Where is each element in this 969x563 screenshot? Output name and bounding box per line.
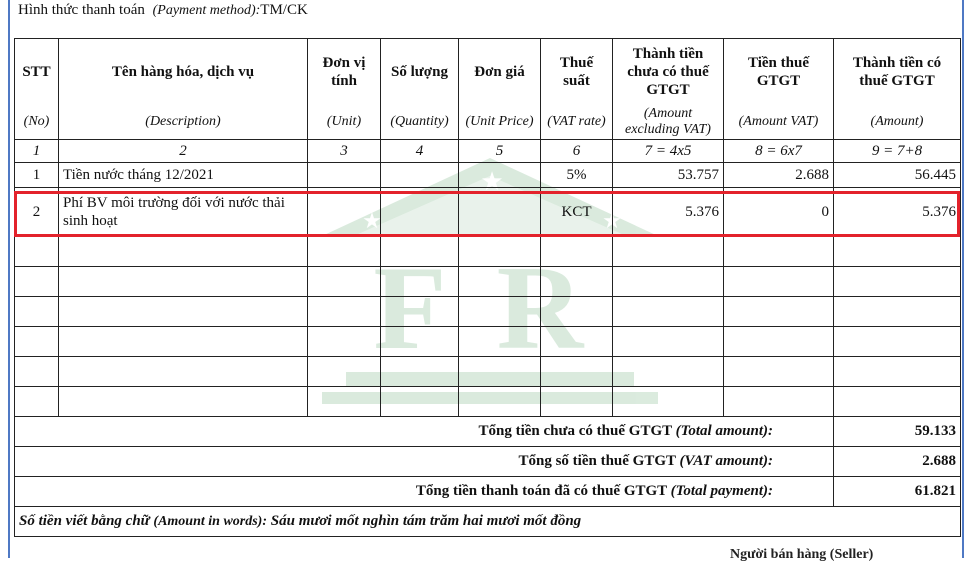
subtotal-value: 59.133 [834,417,961,447]
col-header-quantity-en: (Quantity) [381,105,459,140]
row-vat-rate: KCT [541,188,613,237]
row-vat-amount: 0 [724,188,834,237]
row-no: 2 [15,188,59,237]
row-amount: 5.376 [834,188,961,237]
table-row [15,163,961,188]
subtotal-label-en: (Total amount): [675,423,773,439]
col-header-vat-amount-en: (Amount VAT) [724,105,834,140]
col-header-amount: Thành tiền có thuế GTGT [834,39,961,106]
watermark-star-2: ★ [362,208,382,233]
row-no: 1 [15,163,59,188]
subtotal-row [15,417,961,447]
page-frame-right [962,0,964,558]
empty-row [15,267,961,297]
payment-method-label: Hình thức thanh toán [18,2,145,18]
empty-row [15,237,961,267]
col-header-quantity: Số lượng [381,39,459,106]
header-row-vi [15,39,961,106]
row-amount-ex-vat: 53.757 [613,163,724,188]
col-header-no: STT [15,39,59,106]
col-num-1: 1 [15,140,59,163]
payment-method-value: TM/CK [260,2,308,18]
total-payment-value: 61.821 [834,477,961,507]
vat-total-label: Tổng số tiền thuế GTGT [518,453,676,469]
row-quantity [381,188,459,237]
col-header-description: Tên hàng hóa, dịch vụ [59,39,308,106]
col-header-amount-ex-vat: Thành tiền chưa có thuế GTGT [613,39,724,106]
watermark-letter-r: R [496,241,584,374]
amount-in-words-cell [15,507,961,537]
seller-signature-label: Người bán hàng (Seller) [730,547,874,562]
vat-total-row [15,447,961,477]
amount-in-words-value: Sáu mươi mốt nghìn tám trăm hai mươi mốt đồng [270,513,582,529]
amount-in-words-label-en: (Amount in words): [153,514,268,529]
row-vat-amount: 2.688 [724,163,834,188]
watermark-star-1: ★ [480,167,504,196]
row-quantity [381,163,459,188]
total-payment-row [15,477,961,507]
payment-method-label-en: (Payment method): [152,3,261,18]
invoice-table [14,38,961,537]
amount-in-words-row [15,507,961,537]
amount-in-words-label: Số tiền viết bằng chữ [19,513,150,529]
row-vat-rate: 5% [541,163,613,188]
table-row [15,188,961,237]
col-header-unit-en: (Unit) [308,105,381,140]
col-num-8: 8 = 6x7 [724,140,834,163]
page-frame-left [8,0,10,558]
total-payment-label: Tổng tiền thanh toán đã có thuế GTGT [415,483,667,499]
watermark-star-3: ★ [602,208,622,233]
total-payment-label-cell [15,477,834,507]
col-header-vat-amount: Tiền thuế GTGT [724,39,834,106]
payment-method-line [18,2,308,19]
vat-total-label-en: (VAT amount): [679,453,773,469]
row-description: Tiền nước tháng 12/2021 [59,163,308,188]
header-row-en [15,105,961,140]
empty-row [15,357,961,387]
vat-total-label-cell [15,447,834,477]
row-unit [308,163,381,188]
empty-row [15,327,961,357]
col-num-7: 7 = 4x5 [613,140,724,163]
empty-row [15,297,961,327]
row-unit [308,188,381,237]
col-num-9: 9 = 7+8 [834,140,961,163]
col-header-amount-ex-vat-en: (Amount excluding VAT) [613,105,724,140]
col-header-unit-price-en: (Unit Price) [459,105,541,140]
col-header-description-en: (Description) [59,105,308,140]
watermark-letter-f: F [373,241,447,374]
column-number-row [15,140,961,163]
col-num-3: 3 [308,140,381,163]
total-payment-label-en: (Total payment): [670,483,773,499]
row-description: Phí BV môi trường đối với nước thải sinh hoạt [59,188,308,237]
row-amount: 56.445 [834,163,961,188]
col-header-vat-rate-en: (VAT rate) [541,105,613,140]
row-unit-price [459,188,541,237]
subtotal-label-cell [15,417,834,447]
empty-row [15,387,961,417]
col-header-unit-price: Đơn giá [459,39,541,106]
subtotal-label: Tổng tiền chưa có thuế GTGT [478,423,672,439]
row-amount-ex-vat: 5.376 [613,188,724,237]
col-header-no-en: (No) [15,105,59,140]
col-header-unit: Đơn vị tính [308,39,381,106]
vat-total-value: 2.688 [834,447,961,477]
col-num-6: 6 [541,140,613,163]
col-header-vat-rate: Thuế suất [541,39,613,106]
col-header-amount-en: (Amount) [834,105,961,140]
row-unit-price [459,163,541,188]
col-num-2: 2 [59,140,308,163]
col-num-5: 5 [459,140,541,163]
col-num-4: 4 [381,140,459,163]
